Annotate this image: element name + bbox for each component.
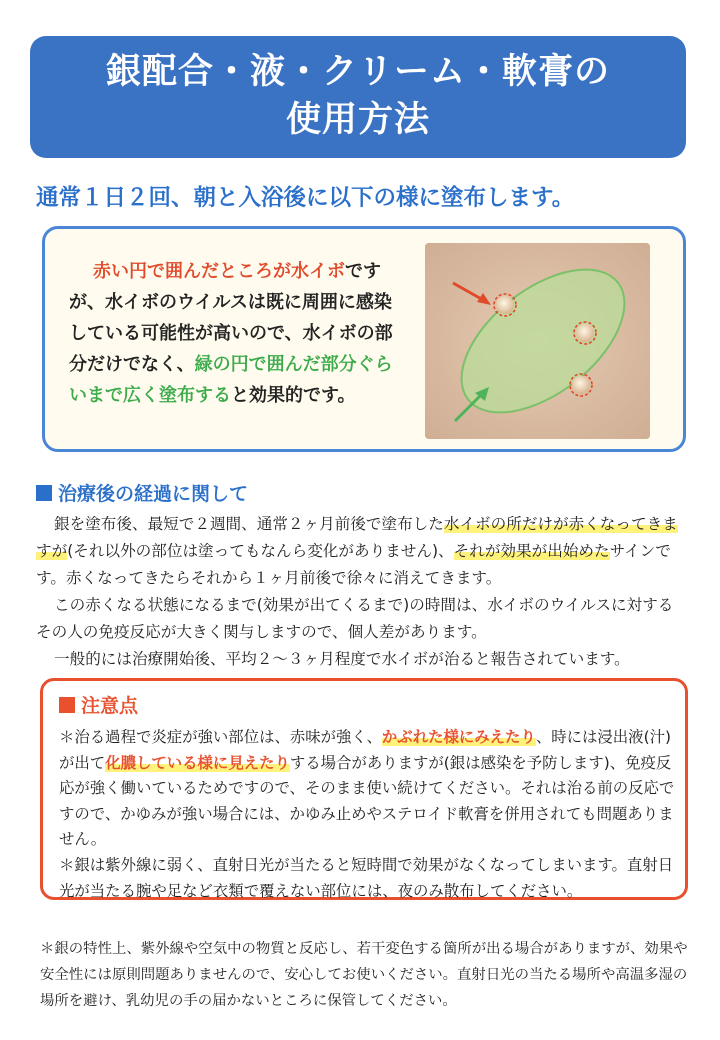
instructions-text-2: と効果的です。: [231, 385, 356, 406]
progress-paragraph-2: この赤くなる状態になるまで(効果が出てくるまで)の時間は、水イボのウイルスに対するその人の免疫反応が大きく関与しますので、個人差があります。: [36, 596, 674, 641]
progress-paragraph-3: 一般的には治療開始後、平均２～３ヶ月程度で水イボが治ると報告されています。: [54, 650, 630, 668]
title-banner: [30, 36, 686, 158]
square-bullet-icon: [36, 485, 52, 501]
application-info-box: [42, 226, 686, 452]
caution-uv-note: ＊銀は紫外線に弱く、直射日光が当たると短時間で効果がなくなってしまいます。直射日光が当たる腕や足など衣類で覆えない部位には、夜のみ散布してください。: [59, 855, 674, 900]
progress-heading: 治療後の経過に関して: [36, 481, 436, 507]
instructions-text-1: ですが、水イボのウイルスは既に周囲に感染している可能性が高いので、水イボの部分だけでなく、: [69, 261, 393, 375]
caution-highlight-rash: かぶれた様にみえたり: [381, 728, 536, 746]
usage-subtitle: 通常１日２回、朝と入浴後に以下の様に塗布します。: [36, 185, 575, 211]
caution-text: ＊治る過程で炎症が強い部位は、赤味が強く、かぶれた様にみえたり、時には浸出液(汁)が出て化膿している様に見えたりする場合がありますが(銀は感染を予防します)、免疫反応が強く働いているためですので、そのまま使い続けてください。それは治る前の反応ですので、かゆみが強い場合には、かゆみ止めやステロイド軟膏を併用されても問題ありません。 ＊銀は紫外線に弱く、直射日光が当たると短時間で効果がなくなってしまいます。直射日光が当たる腕や足など衣類で覆えない部位には、夜のみ散布してください。: [59, 728, 675, 900]
title-line-2: 使用方法: [285, 100, 430, 140]
highlight-effect-sign: それが効果が出始めた: [453, 542, 610, 560]
caution-heading: 注意点: [59, 693, 138, 719]
skin-illustration: [425, 243, 650, 439]
caution-highlight-pus: 化膿している様に見えたり: [105, 753, 290, 772]
square-bullet-icon: [59, 697, 75, 713]
footnote: ＊銀の特性上、紫外線や空気中の物質と反応し、若干変色する箇所が出る場合がありますが、効果や安全性には原則問題ありませんので、安心してお使いください。直射日光の当たる場所や高温多湿の場所を避け、乳幼児の手の届かないところに保管してください。: [40, 941, 688, 1009]
application-instructions: [69, 256, 405, 411]
progress-paragraph-1: 銀を塗布後、最短で２週間、通常２ヶ月前後で塗布した水イボの所だけが赤くなってきますが(それ以外の部位は塗ってもなんら変化がありません)、それが効果が出始めたサインです。赤くなってきたらそれから１ヶ月前後で徐々に消えてきます。: [36, 515, 678, 587]
title-line-1: 銀配合・液・クリーム・軟膏の: [105, 52, 610, 92]
skin-photo: [425, 243, 650, 439]
caution-box: [40, 678, 688, 900]
green-circle-text: 緑の円で囲んだ部分ぐらいまで広く塗布する: [69, 354, 393, 406]
red-circle-text: 赤い円で囲んだところが水イボ: [93, 261, 345, 282]
highlight-red-spots: 水イボの所だけが赤くなってきますが: [36, 515, 678, 560]
